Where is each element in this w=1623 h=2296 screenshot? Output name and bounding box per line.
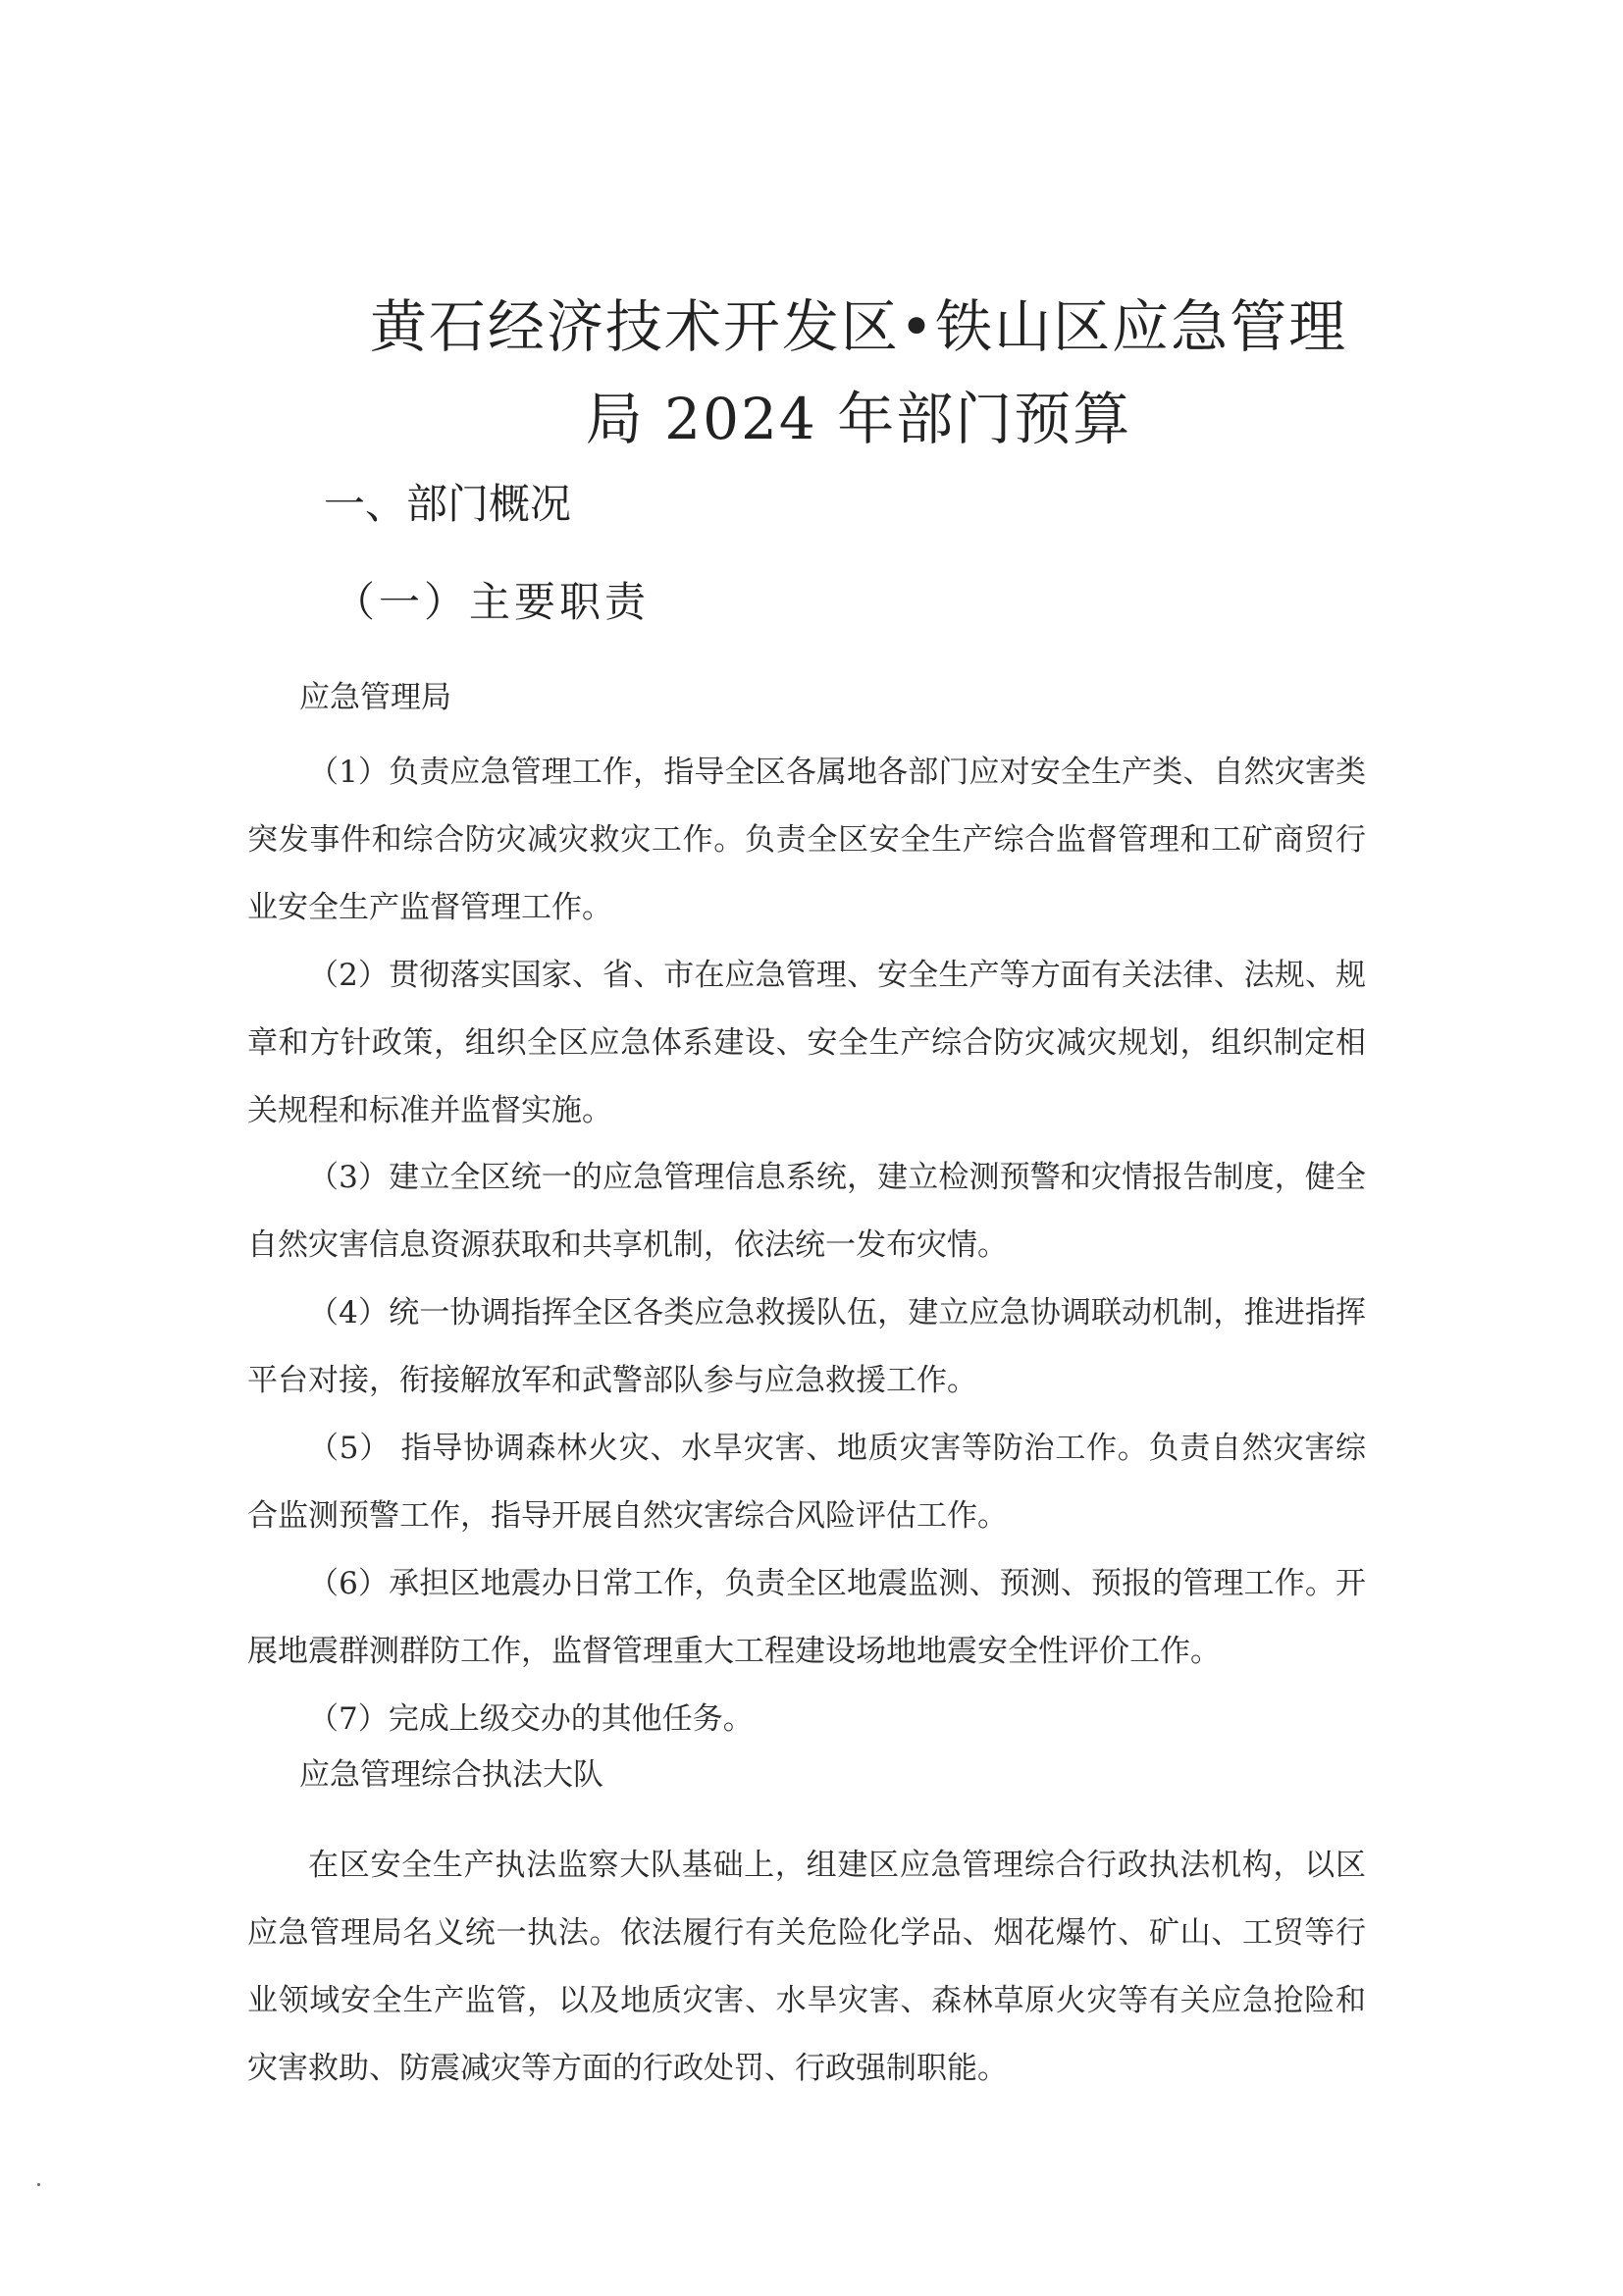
section-heading: 一、部门概况 — [324, 480, 572, 528]
duty-item-5: （5） 指导协调森林火灾、水旱灾害、地质灾害等防治工作。负责自然灾害综合监测预警工作，指导开展自然灾害综合风险评估工作。 — [247, 1431, 1366, 1534]
duty-item-1: （1）负责应急管理工作，指导全区各属地各部门应对安全生产类、自然灾害类突发事件和综合防灾减灾救灾工作。负责全区安全生产综合监督管理和工矿商贸行业安全生产监督管理工作。 — [247, 755, 1366, 925]
duty-item-4: （4）统一协调指挥全区各类应急救援队伍，建立应急协调联动机制，推进指挥平台对接，衔接解放军和武警部队参与应急救援工作。 — [247, 1295, 1366, 1398]
subsection-heading: （一）主要职责 — [334, 578, 651, 626]
duty-item-7: （7）完成上级交办的其他任务。 — [308, 1701, 754, 1737]
bureau-name: 应急管理局 — [299, 680, 451, 715]
scan-speck — [37, 2183, 40, 2186]
duty-item-2: （2）贯彻落实国家、省、市在应急管理、安全生产等方面有关法律、法规、规章和方针政策，组织全区应急体系建设、安全生产综合防灾减灾规划，组织制定相关规程和标准并监督实施。 — [247, 958, 1366, 1128]
document-title-line-2: 局 2024 年部门预算 — [585, 386, 1132, 452]
duty-item-3: （3）建立全区统一的应急管理信息系统，建立检测预警和灾情报告制度，健全自然灾害信息资源获取和共享机制，依法统一发布灾情。 — [247, 1160, 1366, 1263]
duty-item-6: （6）承担区地震办日常工作，负责全区地震监测、预测、预报的管理工作。开展地震群测群防工作，监督管理重大工程建设场地地震安全性评价工作。 — [247, 1566, 1366, 1669]
document-title-line-1: 黄石经济技术开发区•铁山区应急管理 — [369, 293, 1348, 360]
brigade-name: 应急管理综合执法大队 — [299, 1757, 603, 1793]
brigade-description: 在区安全生产执法监察大队基础上，组建区应急管理综合行政执法机构，以区应急管理局名义统一执法。依法履行有关危险化学品、烟花爆竹、矿山、工贸等行业领域安全生产监管，以及地质灾害、水旱灾害、森林草原火灾等有关应急抢险和灾害救助、防震减灾等方面的行政处罚、行政强制职能。 — [247, 1848, 1366, 2086]
